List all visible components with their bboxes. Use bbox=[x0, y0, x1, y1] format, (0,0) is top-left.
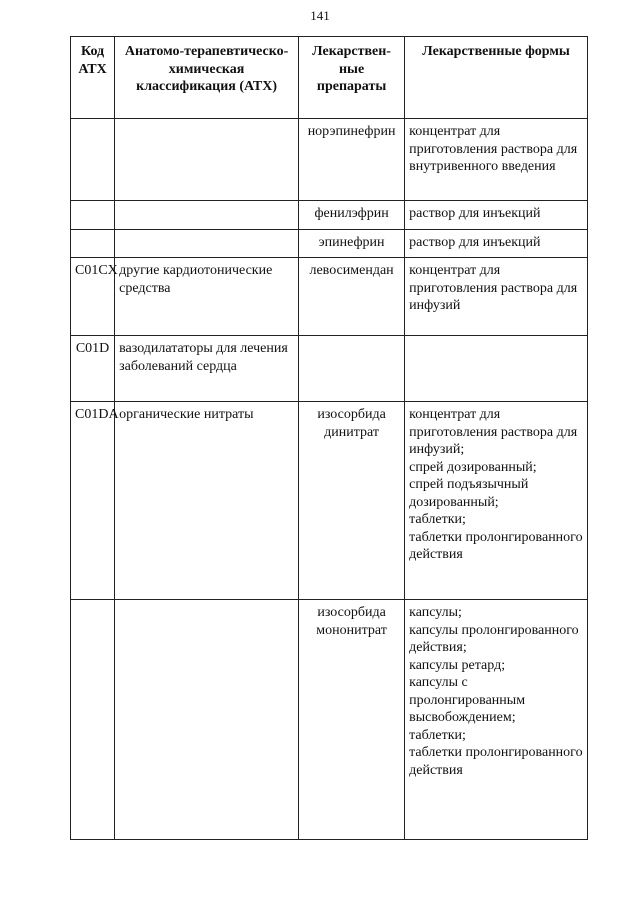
table-row bbox=[71, 201, 588, 230]
table-row bbox=[71, 402, 588, 600]
page-number: 141 bbox=[310, 8, 330, 23]
cell-drug: изосорбида динитрат bbox=[299, 402, 405, 600]
dosage-form: таблетки пролонгированного действия bbox=[409, 529, 583, 562]
dosage-form: спрей дозированный; bbox=[409, 459, 537, 475]
cell-code bbox=[71, 600, 115, 840]
cell-drug bbox=[299, 336, 405, 402]
cell-forms bbox=[405, 201, 588, 230]
cell-classification bbox=[115, 229, 299, 258]
cell-forms bbox=[405, 229, 588, 258]
cell-forms bbox=[405, 258, 588, 336]
dosage-form: раствор для инъекций bbox=[409, 206, 541, 221]
table-header-row bbox=[71, 37, 588, 119]
cell-drug: левосимендан bbox=[299, 258, 405, 336]
cell-classification bbox=[115, 119, 299, 201]
cell-code: C01D bbox=[71, 336, 115, 402]
dosage-form: концентрат для приготовления раствора для инфузий bbox=[409, 263, 578, 313]
header-forms: Лекарственные формы bbox=[405, 37, 588, 119]
dosage-form: капсулы с пролонгированным высвобождением; bbox=[409, 675, 526, 725]
cell-drug: норэпинефрин bbox=[299, 119, 405, 201]
dosage-form: капсулы пролонгированного действия; bbox=[409, 622, 579, 655]
cell-drug: изосорбида мононитрат bbox=[299, 600, 405, 840]
cell-code bbox=[71, 119, 115, 201]
table-row bbox=[71, 336, 588, 402]
atc-table bbox=[70, 36, 588, 840]
table-row bbox=[71, 258, 588, 336]
dosage-form: концентрат для приготовления раствора для инфузий; bbox=[409, 407, 578, 457]
cell-drug: фенилэфрин bbox=[299, 201, 405, 230]
cell-forms bbox=[405, 119, 588, 201]
cell-forms bbox=[405, 402, 588, 600]
cell-code bbox=[71, 229, 115, 258]
dosage-form: таблетки пролонгированного действия bbox=[409, 745, 583, 778]
cell-classification: органические нитраты bbox=[115, 402, 299, 600]
table-row bbox=[71, 119, 588, 201]
table-row bbox=[71, 600, 588, 840]
cell-classification: вазодилататоры для лечения заболеваний сердца bbox=[115, 336, 299, 402]
dosage-form: раствор для инъекций bbox=[409, 234, 541, 250]
cell-code bbox=[71, 201, 115, 230]
cell-forms bbox=[405, 336, 588, 402]
dosage-form: капсулы ретард; bbox=[409, 657, 506, 673]
table-row bbox=[71, 229, 588, 258]
dosage-form: капсулы; bbox=[409, 605, 462, 620]
header-classification: Анатомо-терапевтическо-химическая классификация (АТХ) bbox=[115, 37, 299, 119]
header-code: Код АТХ bbox=[71, 37, 115, 119]
dosage-form: спрей подъязычный дозированный; bbox=[409, 477, 529, 510]
cell-drug: эпинефрин bbox=[299, 229, 405, 258]
cell-classification bbox=[115, 201, 299, 230]
cell-code: C01DA bbox=[71, 402, 115, 600]
dosage-form: концентрат для приготовления раствора для внутривенного введения bbox=[409, 124, 578, 174]
cell-classification: другие кардиотонические средства bbox=[115, 258, 299, 336]
cell-forms bbox=[405, 600, 588, 840]
cell-classification bbox=[115, 600, 299, 840]
dosage-form: таблетки; bbox=[409, 727, 466, 743]
dosage-form: таблетки; bbox=[409, 512, 466, 527]
header-drugs: Лекарствен-ные препараты bbox=[299, 37, 405, 119]
cell-code: C01CX bbox=[71, 258, 115, 336]
